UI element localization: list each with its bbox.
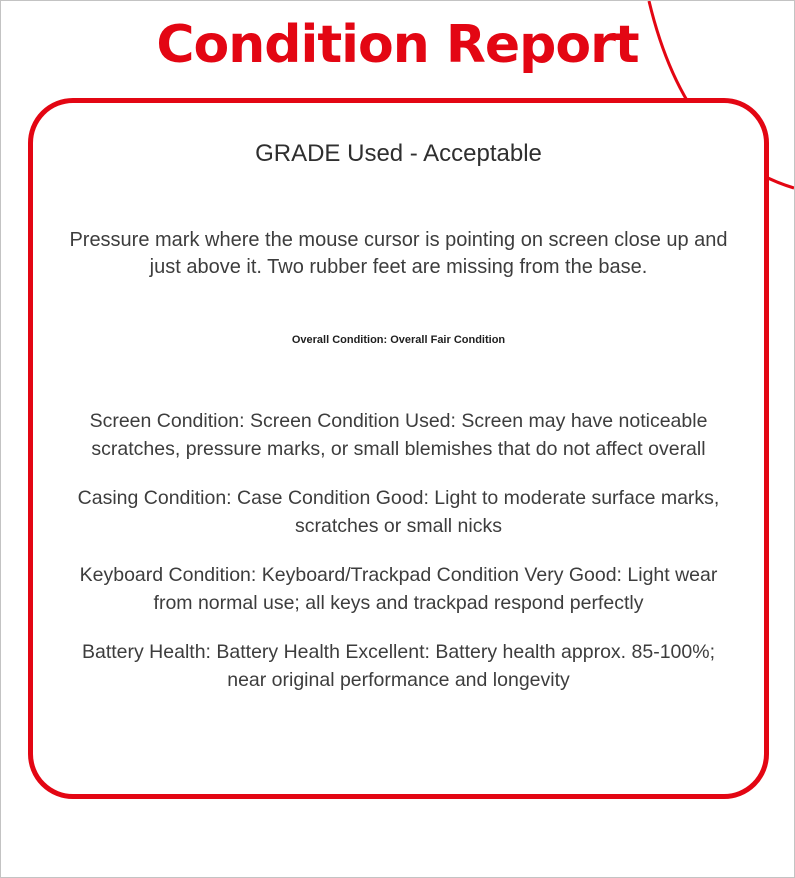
condition-sections [33,408,764,694]
condition-summary-text: Pressure mark where the mouse cursor is pointing on screen close up and just above it. Two rubber feet are missing from the base. [69,229,728,278]
section-keyboard-condition: Keyboard Condition: Keyboard/Trackpad Condition Very Good: Light wear from normal use; all keys and trackpad respond perfectly [79,564,718,614]
page-title: Condition Report [156,15,639,75]
section-casing-condition: Casing Condition: Case Condition Good: Light to moderate surface marks, scratches or small nicks [77,487,720,537]
section-screen-condition: Screen Condition: Screen Condition Used: Screen may have noticeable scratches, pressure marks, or small blemishes that do not affect overall [89,410,708,460]
overall-condition-text: Overall Condition: Overall Fair Condition [291,334,506,346]
section-battery-health: Battery Health: Battery Health Excellent: Battery health approx. 85-100%; near original performance and longevity [81,641,715,691]
grade-heading: GRADE Used - Acceptable [255,140,542,167]
report-box [28,98,769,799]
